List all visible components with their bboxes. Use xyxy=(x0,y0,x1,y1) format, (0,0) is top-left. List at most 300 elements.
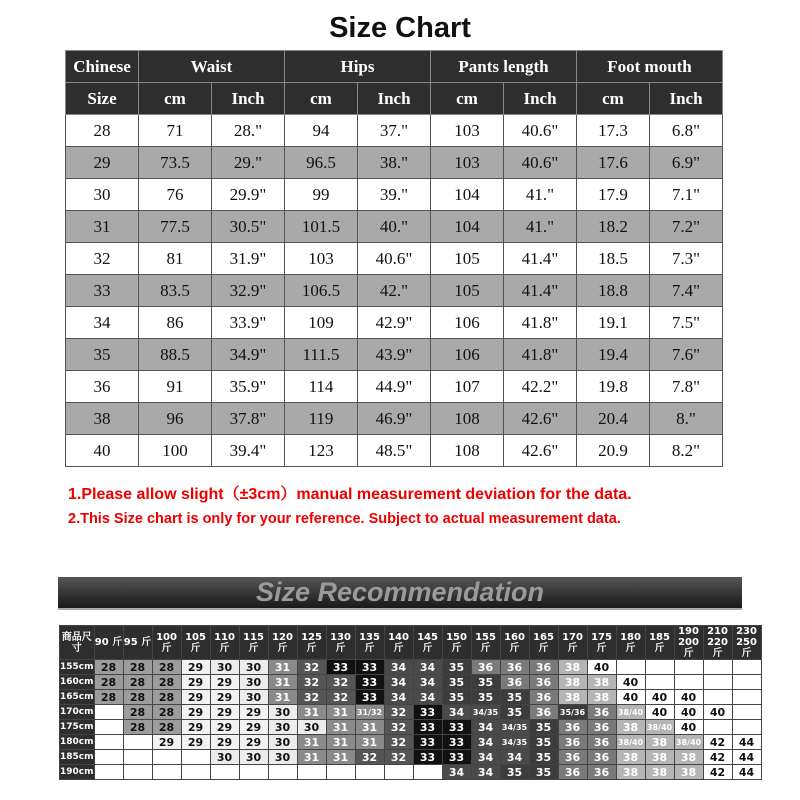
table-cell: 29 xyxy=(66,147,139,179)
table-row xyxy=(66,371,723,403)
table-cell: 100 xyxy=(139,435,212,467)
size-cell: 38 xyxy=(645,765,674,780)
size-cell: 36 xyxy=(558,720,587,735)
subheader-cell: Inch xyxy=(212,83,285,115)
size-cell xyxy=(123,750,152,765)
size-cell: 40 xyxy=(674,690,703,705)
table-cell: 41.4" xyxy=(504,275,577,307)
size-cell xyxy=(732,675,761,690)
size-cell: 42 xyxy=(703,735,732,750)
size-recommendation-banner: Size Recommendation xyxy=(58,577,742,610)
size-cell: 38/40 xyxy=(616,735,645,750)
size-cell: 30 xyxy=(239,750,268,765)
weight-header: 125 斤 xyxy=(297,626,326,660)
note-reference: 2.This Size chart is only for your reference. Subject to actual measurement data. xyxy=(68,511,621,527)
table-cell: 7.4" xyxy=(650,275,723,307)
table-cell: 108 xyxy=(431,403,504,435)
size-cell: 35 xyxy=(500,705,529,720)
size-cell: 34 xyxy=(384,660,413,675)
size-cell: 28 xyxy=(123,660,152,675)
size-cell: 42 xyxy=(703,750,732,765)
size-cell: 29 xyxy=(152,735,181,750)
size-cell: 28 xyxy=(94,660,123,675)
size-cell xyxy=(703,675,732,690)
weight-header: 145 斤 xyxy=(413,626,442,660)
size-cell: 38 xyxy=(587,675,616,690)
height-row xyxy=(60,735,762,750)
size-cell: 35/36 xyxy=(558,705,587,720)
height-label: 185cm xyxy=(60,750,95,765)
size-cell: 35 xyxy=(442,675,471,690)
weight-header: 175 斤 xyxy=(587,626,616,660)
height-label: 190cm xyxy=(60,765,95,780)
size-cell: 33 xyxy=(413,720,442,735)
size-cell: 31/32 xyxy=(355,705,384,720)
table-cell: 6.8" xyxy=(650,115,723,147)
weight-header: 140 斤 xyxy=(384,626,413,660)
table-cell: 18.8 xyxy=(577,275,650,307)
table-cell: 48.5" xyxy=(358,435,431,467)
size-cell: 31 xyxy=(326,720,355,735)
size-cell: 35 xyxy=(529,720,558,735)
table-cell: 17.6 xyxy=(577,147,650,179)
table-cell: 8.2" xyxy=(650,435,723,467)
size-cell xyxy=(152,765,181,780)
subheader-cell: cm xyxy=(431,83,504,115)
size-cell: 31 xyxy=(297,705,326,720)
size-cell xyxy=(732,705,761,720)
size-cell: 35 xyxy=(529,765,558,780)
size-cell: 31 xyxy=(355,735,384,750)
table-cell: 7.2" xyxy=(650,211,723,243)
weight-header: 165 斤 xyxy=(529,626,558,660)
size-cell: 35 xyxy=(471,690,500,705)
table-cell: 33.9" xyxy=(212,307,285,339)
size-cell: 40 xyxy=(616,690,645,705)
subheader-cell: Size xyxy=(66,83,139,115)
weight-header: 90 斤 xyxy=(94,626,123,660)
size-cell xyxy=(152,750,181,765)
table-cell: 83.5 xyxy=(139,275,212,307)
table-cell: 8." xyxy=(650,403,723,435)
table-cell: 31 xyxy=(66,211,139,243)
table-cell: 105 xyxy=(431,275,504,307)
size-cell: 30 xyxy=(210,750,239,765)
size-cell xyxy=(268,765,297,780)
size-cell xyxy=(674,675,703,690)
size-cell: 29 xyxy=(210,735,239,750)
height-label: 160cm xyxy=(60,675,95,690)
size-cell xyxy=(94,720,123,735)
table-cell: 106.5 xyxy=(285,275,358,307)
size-cell: 35 xyxy=(442,660,471,675)
subheader-cell: cm xyxy=(285,83,358,115)
weight-header: 180 斤 xyxy=(616,626,645,660)
table-cell: 71 xyxy=(139,115,212,147)
height-row xyxy=(60,765,762,780)
size-cell xyxy=(239,765,268,780)
weight-header: 100 斤 xyxy=(152,626,181,660)
height-row xyxy=(60,720,762,735)
table-cell: 18.5 xyxy=(577,243,650,275)
table-row xyxy=(66,211,723,243)
size-cell xyxy=(703,720,732,735)
size-cell xyxy=(94,765,123,780)
table-cell: 41.4" xyxy=(504,243,577,275)
table-cell: 39.4" xyxy=(212,435,285,467)
note-deviation: 1.Please allow slight（±3cm）manual measurement deviation for the data. xyxy=(68,486,632,503)
header-row xyxy=(66,51,723,83)
weight-header: 160 斤 xyxy=(500,626,529,660)
table-cell: 17.3 xyxy=(577,115,650,147)
height-label: 175cm xyxy=(60,720,95,735)
table-cell: 101.5 xyxy=(285,211,358,243)
size-cell: 34 xyxy=(471,720,500,735)
size-cell: 38 xyxy=(616,720,645,735)
size-cell xyxy=(297,765,326,780)
table-cell: 31.9" xyxy=(212,243,285,275)
weight-header: 135 斤 xyxy=(355,626,384,660)
table-cell: 40." xyxy=(358,211,431,243)
table-cell: 40.6" xyxy=(504,147,577,179)
table-cell: 6.9" xyxy=(650,147,723,179)
size-cell xyxy=(355,765,384,780)
size-cell xyxy=(94,750,123,765)
size-cell: 36 xyxy=(587,765,616,780)
size-cell: 35 xyxy=(500,690,529,705)
size-cell: 42 xyxy=(703,765,732,780)
size-cell: 29 xyxy=(210,675,239,690)
size-cell: 32 xyxy=(326,690,355,705)
table-cell: 42.2" xyxy=(504,371,577,403)
size-cell: 29 xyxy=(181,660,210,675)
size-cell: 31 xyxy=(268,660,297,675)
size-cell: 36 xyxy=(587,735,616,750)
size-cell: 28 xyxy=(94,690,123,705)
size-cell: 40 xyxy=(587,660,616,675)
table-cell: 30.5" xyxy=(212,211,285,243)
weight-header: 105 斤 xyxy=(181,626,210,660)
size-chart-table xyxy=(65,50,723,467)
table-cell: 42.6" xyxy=(504,403,577,435)
table-cell: 32.9" xyxy=(212,275,285,307)
size-cell: 34/35 xyxy=(500,735,529,750)
header-hips: Hips xyxy=(285,51,431,83)
size-cell xyxy=(181,765,210,780)
table-cell: 19.1 xyxy=(577,307,650,339)
table-cell: 42.9" xyxy=(358,307,431,339)
height-row xyxy=(60,675,762,690)
size-cell xyxy=(384,765,413,780)
size-cell: 29 xyxy=(181,690,210,705)
size-cell xyxy=(94,705,123,720)
size-cell: 38 xyxy=(558,690,587,705)
table-cell: 96 xyxy=(139,403,212,435)
table-cell: 86 xyxy=(139,307,212,339)
size-cell: 35 xyxy=(471,675,500,690)
size-cell: 35 xyxy=(500,765,529,780)
subheader-cell: cm xyxy=(139,83,212,115)
size-cell: 28 xyxy=(94,675,123,690)
size-cell: 32 xyxy=(384,735,413,750)
size-cell: 34/35 xyxy=(471,705,500,720)
corner-label: 商品尺寸 xyxy=(60,626,95,660)
header-pants-length: Pants length xyxy=(431,51,577,83)
size-cell: 29 xyxy=(239,720,268,735)
table-cell: 103 xyxy=(431,147,504,179)
size-cell: 32 xyxy=(297,690,326,705)
size-cell: 32 xyxy=(297,660,326,675)
table-cell: 39." xyxy=(358,179,431,211)
table-cell: 42." xyxy=(358,275,431,307)
table-row xyxy=(66,403,723,435)
size-cell xyxy=(123,765,152,780)
size-cell: 33 xyxy=(413,735,442,750)
size-cell: 38 xyxy=(674,750,703,765)
size-cell: 34 xyxy=(442,765,471,780)
size-cell: 30 xyxy=(268,735,297,750)
size-cell: 30 xyxy=(268,720,297,735)
size-cell: 36 xyxy=(558,735,587,750)
table-cell: 94 xyxy=(285,115,358,147)
size-cell: 40 xyxy=(616,675,645,690)
size-cell: 30 xyxy=(239,690,268,705)
size-cell: 29 xyxy=(239,735,268,750)
size-cell: 28 xyxy=(152,720,181,735)
size-cell: 30 xyxy=(297,720,326,735)
size-cell xyxy=(413,765,442,780)
table-cell: 107 xyxy=(431,371,504,403)
size-cell xyxy=(645,660,674,675)
height-label: 180cm xyxy=(60,735,95,750)
size-cell xyxy=(732,720,761,735)
table-cell: 88.5 xyxy=(139,339,212,371)
header-chinese: Chinese xyxy=(66,51,139,83)
table-row xyxy=(66,307,723,339)
table-cell: 103 xyxy=(431,115,504,147)
size-cell: 33 xyxy=(326,660,355,675)
table-cell: 43.9" xyxy=(358,339,431,371)
size-cell: 32 xyxy=(384,720,413,735)
size-cell: 36 xyxy=(529,675,558,690)
table-cell: 108 xyxy=(431,435,504,467)
size-cell: 29 xyxy=(210,705,239,720)
size-cell: 28 xyxy=(123,675,152,690)
size-cell: 31 xyxy=(326,750,355,765)
size-cell: 34 xyxy=(384,690,413,705)
size-cell: 36 xyxy=(587,720,616,735)
size-cell: 28 xyxy=(152,690,181,705)
table-cell: 105 xyxy=(431,243,504,275)
table-cell: 109 xyxy=(285,307,358,339)
size-cell: 30 xyxy=(239,660,268,675)
weight-header: 150 斤 xyxy=(442,626,471,660)
weight-header: 230 250斤 xyxy=(732,626,761,660)
size-cell: 28 xyxy=(152,705,181,720)
table-cell: 81 xyxy=(139,243,212,275)
table-cell: 103 xyxy=(285,243,358,275)
subheader-cell: cm xyxy=(577,83,650,115)
subheader-row xyxy=(66,83,723,115)
size-cell: 36 xyxy=(500,675,529,690)
table-cell: 76 xyxy=(139,179,212,211)
size-cell: 31 xyxy=(326,705,355,720)
size-cell: 31 xyxy=(297,750,326,765)
size-cell: 35 xyxy=(442,690,471,705)
height-row xyxy=(60,660,762,675)
table-cell: 96.5 xyxy=(285,147,358,179)
table-cell: 40.6" xyxy=(358,243,431,275)
size-cell: 28 xyxy=(123,720,152,735)
weight-header: 210 220斤 xyxy=(703,626,732,660)
size-cell: 29 xyxy=(181,675,210,690)
size-cell: 34 xyxy=(413,690,442,705)
size-cell xyxy=(645,675,674,690)
table-cell: 41.8" xyxy=(504,307,577,339)
size-cell: 31 xyxy=(268,690,297,705)
height-label: 155cm xyxy=(60,660,95,675)
size-cell: 38 xyxy=(616,750,645,765)
table-cell: 99 xyxy=(285,179,358,211)
table-row xyxy=(66,275,723,307)
weight-header: 120 斤 xyxy=(268,626,297,660)
table-cell: 111.5 xyxy=(285,339,358,371)
size-cell: 33 xyxy=(355,660,384,675)
table-cell: 40.6" xyxy=(504,115,577,147)
subheader-cell: Inch xyxy=(650,83,723,115)
size-cell: 33 xyxy=(413,705,442,720)
size-cell: 32 xyxy=(355,750,384,765)
weight-header-row xyxy=(60,626,762,660)
table-cell: 114 xyxy=(285,371,358,403)
size-cell: 35 xyxy=(529,735,558,750)
table-row xyxy=(66,115,723,147)
size-cell: 38 xyxy=(558,675,587,690)
table-cell: 106 xyxy=(431,307,504,339)
size-cell: 35 xyxy=(529,750,558,765)
table-cell: 20.9 xyxy=(577,435,650,467)
size-cell: 40 xyxy=(645,705,674,720)
table-cell: 34 xyxy=(66,307,139,339)
table-cell: 38 xyxy=(66,403,139,435)
table-cell: 123 xyxy=(285,435,358,467)
size-cell: 38 xyxy=(587,690,616,705)
table-row xyxy=(66,435,723,467)
size-cell: 34 xyxy=(471,750,500,765)
size-cell: 34 xyxy=(413,675,442,690)
size-cell: 38 xyxy=(645,735,674,750)
size-cell: 33 xyxy=(442,720,471,735)
header-foot-mouth: Foot mouth xyxy=(577,51,723,83)
weight-header: 155 斤 xyxy=(471,626,500,660)
size-cell: 40 xyxy=(674,705,703,720)
size-cell xyxy=(210,765,239,780)
page-title: Size Chart xyxy=(329,12,471,44)
size-cell: 38/40 xyxy=(674,735,703,750)
table-cell: 40 xyxy=(66,435,139,467)
subheader-cell: Inch xyxy=(504,83,577,115)
table-cell: 77.5 xyxy=(139,211,212,243)
size-cell: 33 xyxy=(413,750,442,765)
size-cell xyxy=(94,735,123,750)
table-cell: 37.8" xyxy=(212,403,285,435)
size-cell: 34 xyxy=(471,735,500,750)
subheader-cell: Inch xyxy=(358,83,431,115)
size-cell: 29 xyxy=(239,705,268,720)
size-cell: 36 xyxy=(587,705,616,720)
table-cell: 104 xyxy=(431,211,504,243)
size-cell xyxy=(732,690,761,705)
size-cell: 36 xyxy=(471,660,500,675)
size-cell: 34 xyxy=(500,750,529,765)
size-cell: 30 xyxy=(239,675,268,690)
table-cell: 17.9 xyxy=(577,179,650,211)
table-cell: 106 xyxy=(431,339,504,371)
size-cell: 30 xyxy=(268,750,297,765)
size-cell: 29 xyxy=(181,735,210,750)
size-cell: 30 xyxy=(268,705,297,720)
size-cell: 38/40 xyxy=(645,720,674,735)
height-row xyxy=(60,750,762,765)
weight-header: 95 斤 xyxy=(123,626,152,660)
size-cell: 33 xyxy=(442,750,471,765)
height-row xyxy=(60,690,762,705)
table-cell: 35.9" xyxy=(212,371,285,403)
size-cell: 32 xyxy=(384,705,413,720)
table-cell: 19.8 xyxy=(577,371,650,403)
table-cell: 35 xyxy=(66,339,139,371)
size-cell: 36 xyxy=(500,660,529,675)
size-cell: 29 xyxy=(210,720,239,735)
size-cell: 29 xyxy=(210,690,239,705)
weight-header: 110 斤 xyxy=(210,626,239,660)
size-cell xyxy=(616,660,645,675)
size-cell: 28 xyxy=(152,660,181,675)
size-cell: 40 xyxy=(674,720,703,735)
table-cell: 33 xyxy=(66,275,139,307)
size-cell: 36 xyxy=(529,690,558,705)
size-cell: 33 xyxy=(355,690,384,705)
weight-header: 190 200斤 xyxy=(674,626,703,660)
table-cell: 104 xyxy=(431,179,504,211)
size-cell: 38 xyxy=(558,660,587,675)
table-cell: 41." xyxy=(504,211,577,243)
table-cell: 7.6" xyxy=(650,339,723,371)
size-cell: 34 xyxy=(442,705,471,720)
size-cell: 38 xyxy=(645,750,674,765)
table-cell: 37." xyxy=(358,115,431,147)
size-cell: 44 xyxy=(732,765,761,780)
size-cell: 33 xyxy=(442,735,471,750)
size-cell: 34/35 xyxy=(500,720,529,735)
size-cell: 40 xyxy=(703,705,732,720)
table-cell: 18.2 xyxy=(577,211,650,243)
size-cell: 32 xyxy=(326,675,355,690)
height-label: 165cm xyxy=(60,690,95,705)
table-cell: 41." xyxy=(504,179,577,211)
header-waist: Waist xyxy=(139,51,285,83)
size-cell: 31 xyxy=(326,735,355,750)
size-cell: 36 xyxy=(558,750,587,765)
size-cell: 31 xyxy=(297,735,326,750)
size-cell xyxy=(181,750,210,765)
size-cell xyxy=(732,660,761,675)
table-cell: 38." xyxy=(358,147,431,179)
size-cell xyxy=(703,690,732,705)
size-cell: 44 xyxy=(732,735,761,750)
weight-header: 130 斤 xyxy=(326,626,355,660)
size-cell: 34 xyxy=(413,660,442,675)
